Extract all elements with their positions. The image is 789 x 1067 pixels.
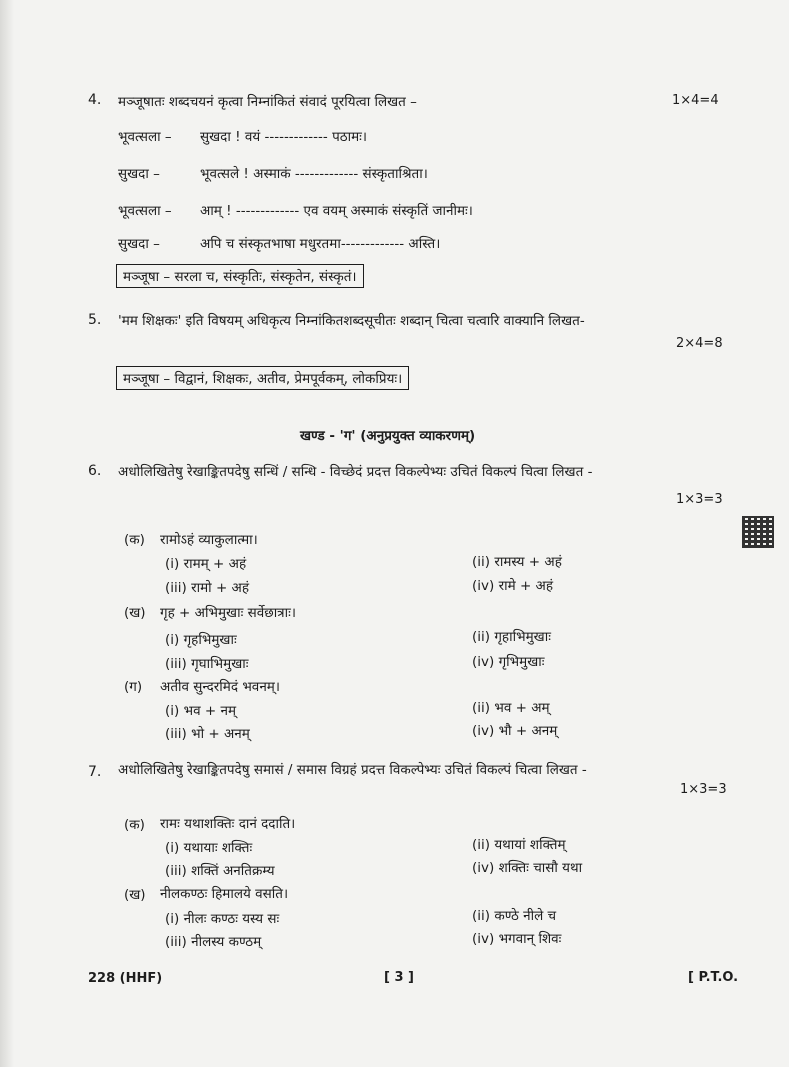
q7a-option-2: (ii) यथायां शक्तिम् bbox=[472, 837, 566, 853]
q4-speaker-4: सुखदा – bbox=[118, 236, 160, 252]
q7a-option-1: (i) यथायाः शक्तिः bbox=[165, 840, 253, 856]
q7a-option-3: (iii) शक्तिं अनतिक्रम्य bbox=[165, 863, 275, 879]
q6-instruction: अधोलिखितेषु रेखाङ्कितपदेषु सन्धिं / सन्धि - विच्छेदं प्रदत्त विकल्पेभ्यः उचितं विकल्पं चित्वा लिखत - bbox=[118, 464, 593, 480]
q4-speaker-2: सुखदा – bbox=[118, 166, 160, 182]
q7-marks: 1×3=3 bbox=[680, 782, 727, 797]
q6b-option-4: (iv) गृभिमुखाः bbox=[472, 654, 545, 670]
q7a-label: (क) bbox=[124, 817, 145, 833]
q6a-option-4: (iv) रामे + अहं bbox=[472, 578, 554, 594]
q6c-option-4: (iv) भौ + अनम् bbox=[472, 723, 558, 739]
q6b-option-2: (ii) गृहाभिमुखाः bbox=[472, 629, 551, 645]
q6a-option-1: (i) रामम् + अहं bbox=[165, 556, 247, 572]
pto-label: [ P.T.O. bbox=[688, 970, 739, 985]
q7a-sentence: रामः यथाशक्तिः दानं ददाति। bbox=[160, 816, 296, 832]
paper-code: 228 (HHF) bbox=[88, 971, 163, 986]
q6c-option-3: (iii) भो + अनम् bbox=[165, 726, 250, 742]
q6c-label: (ग) bbox=[124, 679, 143, 695]
q6b-option-1: (i) गृहभिमुखाः bbox=[165, 632, 237, 648]
qr-code bbox=[742, 516, 774, 548]
q4-line-4: अपि च संस्कृतभाषा मधुरतमा------------- अस्ति। bbox=[200, 236, 441, 252]
q6b-sentence: गृह + अभिमुखाः सर्वेछात्राः। bbox=[160, 605, 296, 621]
q4-number: 4. bbox=[88, 92, 102, 108]
q6-number: 6. bbox=[88, 463, 102, 479]
q6-marks: 1×3=3 bbox=[676, 492, 723, 507]
q5-marks: 2×4=8 bbox=[676, 336, 723, 351]
q7b-option-1: (i) नीलः कण्ठः यस्य सः bbox=[165, 911, 280, 927]
page-edge-shadow bbox=[0, 0, 14, 1067]
q4-speaker-1: भूवत्सला – bbox=[118, 129, 172, 145]
q7a-option-4: (iv) शक्तिः चासौ यथा bbox=[472, 860, 583, 876]
q5-instruction: 'मम शिक्षकः' इति विषयम् अधिकृत्य निम्नांकितशब्दसूचीतः शब्दान् चित्वा चत्वारि वाक्यानि लिखत- bbox=[118, 313, 585, 329]
q4-line-1: सुखदा ! वयं ------------- पठामः। bbox=[200, 129, 367, 145]
section-title: खण्ड - 'ग' (अनुप्रयुक्त व्याकरणम्) bbox=[300, 428, 476, 444]
q7b-option-2: (ii) कण्ठे नीले च bbox=[472, 908, 557, 924]
q7b-label: (ख) bbox=[124, 887, 146, 903]
q7-instruction: अधोलिखितेषु रेखाङ्कितपदेषु समासं / समास विग्रहं प्रदत्त विकल्पेभ्यः उचितं विकल्पं चित्वा लिखत - bbox=[118, 762, 587, 778]
page-number: [ 3 ] bbox=[384, 970, 414, 985]
q5-word-box: मञ्जूषा – विद्वानं, शिक्षकः, अतीव, प्रेमपूर्वकम्, लोकप्रियः। bbox=[116, 366, 409, 390]
q7b-option-3: (iii) नीलस्य कण्ठम् bbox=[165, 934, 262, 950]
q5-number: 5. bbox=[88, 312, 102, 328]
q7b-sentence: नीलकण्ठः हिमालये वसति। bbox=[160, 886, 289, 902]
q4-line-3: आम् ! ------------- एव वयम् अस्माकं संस्कृतिं जानीमः। bbox=[200, 203, 473, 219]
q4-marks: 1×4=4 bbox=[672, 93, 719, 108]
q4-word-box: मञ्जूषा – सरला च, संस्कृतिः, संस्कृतेन, संस्कृतं। bbox=[116, 264, 364, 288]
q6b-option-3: (iii) गृघाभिमुखाः bbox=[165, 656, 249, 672]
q7b-option-4: (iv) भगवान् शिवः bbox=[472, 931, 562, 947]
q6a-option-3: (iii) रामो + अहं bbox=[165, 580, 250, 596]
q4-speaker-3: भूवत्सला – bbox=[118, 203, 172, 219]
q6a-sentence: रामोऽहं व्याकुलात्मा। bbox=[160, 532, 258, 548]
q6a-option-2: (ii) रामस्य + अहं bbox=[472, 554, 562, 570]
q6b-label: (ख) bbox=[124, 605, 146, 621]
q4-line-2: भूवत्सले ! अस्माकं ------------- संस्कृताश्रिता। bbox=[200, 166, 428, 182]
q7-number: 7. bbox=[88, 764, 102, 780]
q6c-option-1: (i) भव + नम् bbox=[165, 703, 237, 719]
q4-instruction: मञ्जूषातः शब्दचयनं कृत्वा निम्नांकितं संवादं पूरयित्वा लिखत – bbox=[118, 94, 417, 110]
q6c-option-2: (ii) भव + अम् bbox=[472, 700, 550, 716]
q6a-label: (क) bbox=[124, 532, 145, 548]
q6c-sentence: अतीव सुन्दरमिदं भवनम्। bbox=[160, 679, 280, 695]
